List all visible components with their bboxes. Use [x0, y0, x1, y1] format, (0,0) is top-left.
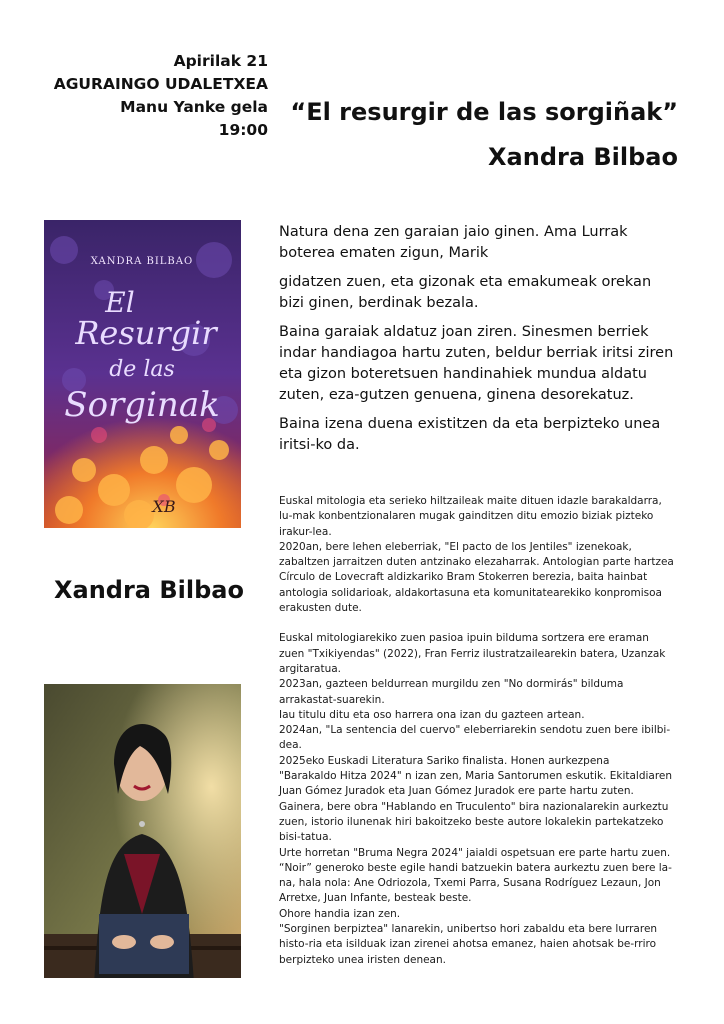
intro-text	[279, 222, 675, 464]
book-cover-art	[44, 220, 241, 528]
book-cover-image	[44, 220, 241, 528]
event-date: Apirilak 21	[173, 52, 268, 70]
event-room: Manu Yanke gela	[120, 98, 268, 116]
bio-paragraph: "Barakaldo Hitza 2024" n izan zen, Maria Santorumen eskutik. Ekitaldiaren Juan Gómez Juradok eta Juan Gómez Juradok ere parte hartu zuten.	[279, 770, 673, 798]
intro-paragraph: Baina garaiak aldatuz joan ziren. Sinesmen berriek indar handiagoa hartu zuten, beldur berriak iritsi ziren eta gizon boteretsuen handinahiek mundua aldatu zuten, eza-gutzen genuena, ginena desorekatuz.	[279, 324, 674, 403]
bio-paragraph: Euskal mitologia eta serieko hiltzaileak maite dituen idazle barakaldarra, lu-mak konbentzionalaren mugak gainditzen ditu emozio biziak pizteko irakur-lea.	[279, 495, 662, 538]
bio-paragraph: 2025eko Euskadi Literatura Sariko finalista. Honen aurkezpena	[279, 754, 610, 767]
event-info	[0, 50, 268, 142]
intro-paragraph: Baina izena duena existitzen da eta berpizteko unea iritsi-ko da.	[279, 416, 661, 453]
event-time: 19:00	[218, 121, 268, 139]
author-portrait-art	[44, 684, 241, 978]
bio-paragraph: 2020an, bere lehen eleberriak, "El pacto de los Jentiles" izenekoak, zabaltzen jarraitzen duten antzinako elezaharrak. Antologian parte hartzea Círculo de Lovecraft aldizkariko Bram Stokerren berezia, baita hainbat antologia solidarioak, aldakortasuna eta komunitatearekiko konpromisoa erakusten dute.	[279, 540, 674, 615]
bio-paragraph: 2023an, gazteen beldurrean murgildu zen "No dormirás" bilduma arrakastat-suarekin.	[279, 678, 624, 706]
cover-title-line2: Resurgir	[75, 314, 217, 352]
bio-paragraph: Gainera, bere obra "Hablando en Truculento" bira nazionalarekin aurkeztu zuen, istorio ilunenak hiri bakoitzeko beste autore lokalekin partekatzeko bisi-tatua.	[279, 800, 669, 844]
book-title: “El resurgir de las sorgiñak”	[290, 98, 678, 126]
author-bio	[279, 494, 677, 968]
author-name-side: Xandra Bilbao	[54, 576, 244, 604]
author-photo	[44, 684, 241, 978]
bio-paragraph: "Sorginen berpiztea" lanarekin, unibertso hori zabaldu eta bere lurraren histo-ria eta isilduak izan zirenei ahotsa emanez, haien ahotsak be-rriro berpizteko unea iristen denean.	[279, 923, 658, 966]
cover-title-line1: El	[105, 286, 135, 319]
bio-paragraph: 2024an, "La sentencia del cuervo" eleberriarekin sendotu zuen bere ibilbi-dea.	[279, 724, 671, 752]
bio-paragraph: Iau titulu ditu eta oso harrera ona izan du gazteen artean.	[279, 708, 585, 721]
intro-paragraph: Natura dena zen garaian jaio ginen. Ama Lurrak boterea ematen zigun, Marik	[279, 224, 628, 261]
cover-author-label: XANDRA BILBAO	[90, 256, 194, 267]
author-name-header: Xandra Bilbao	[488, 143, 678, 171]
bio-paragraph: Euskal mitologiarekiko zuen pasioa ipuin bilduma sortzera ere eraman zuen "Txikiyendas" (2022), Fran Ferriz ilustratzailearekin batera, Uzanzak argitaratua.	[279, 632, 666, 675]
bio-paragraph: Ohore handia izan zen.	[279, 907, 401, 920]
bio-paragraph: “Noir” generoko beste egile handi batzuekin batera aurkeztu zuen bere la-na, hala nola: Ane Odriozola, Txemi Parra, Susana Rodríguez Lezaun, Jon Arretxe, Juan Infante, besteak beste.	[279, 861, 672, 905]
cover-title-line3: de las	[109, 357, 175, 382]
cover-title-line4: Sorginak	[64, 385, 220, 425]
event-venue: AGURAINGO UDALETXEA	[53, 75, 268, 93]
bio-spacer	[279, 616, 677, 631]
bio-paragraph: Urte horretan "Bruma Negra 2024" jaialdi ospetsuan ere parte hartu zuen.	[279, 846, 671, 859]
intro-paragraph: gidatzen zuen, eta gizonak eta emakumeak orekan bizi ginen, berdinak bezala.	[279, 274, 652, 311]
cover-monogram: XB	[152, 497, 176, 516]
